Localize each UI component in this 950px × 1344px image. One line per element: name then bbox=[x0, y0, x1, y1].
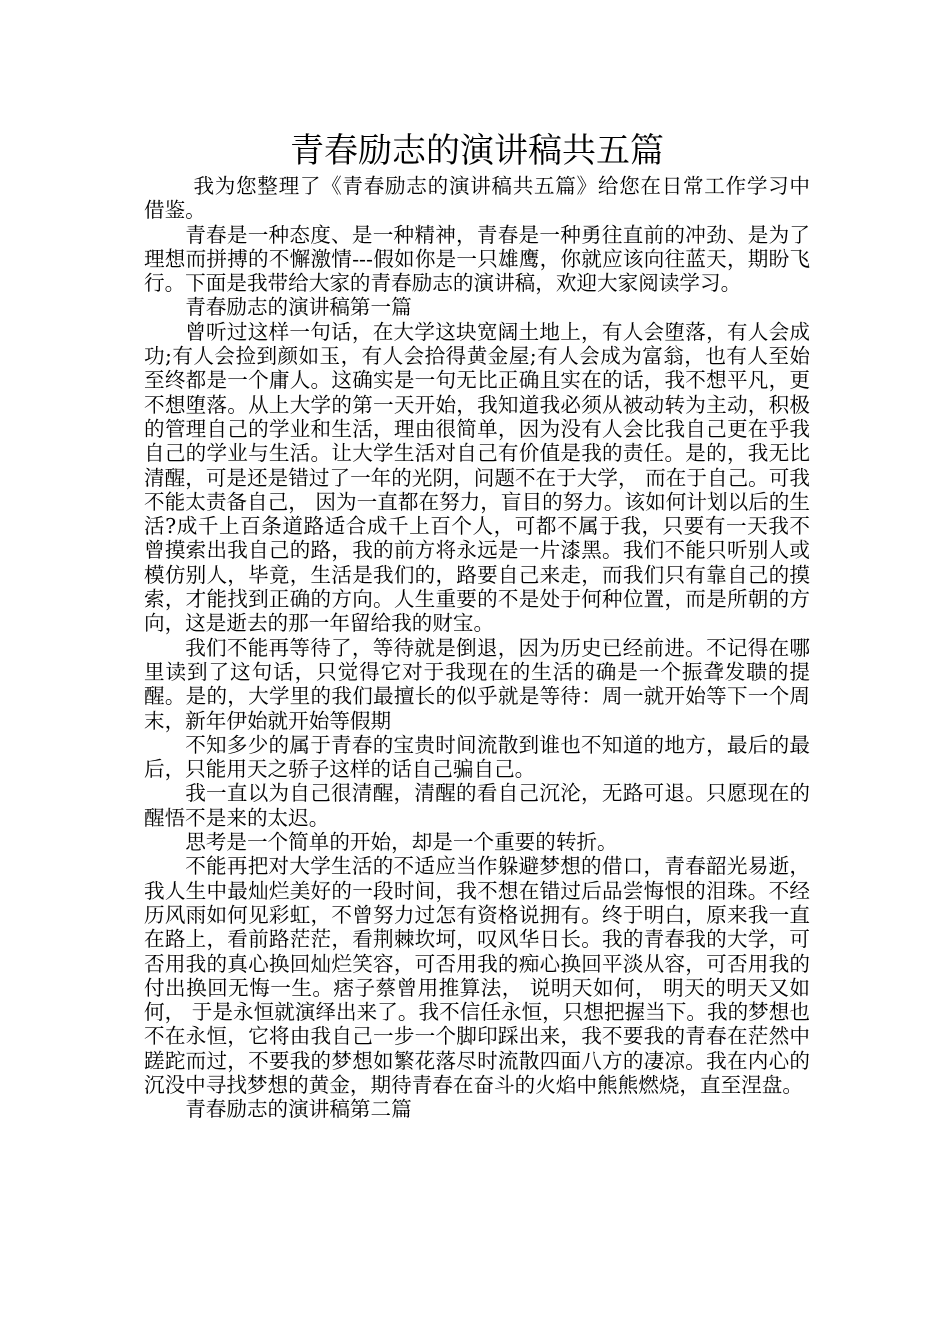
section-heading-2: 青春励志的演讲稿第二篇 bbox=[185, 1097, 412, 1122]
paragraph: 不能再把对大学生活的不适应当作躲避梦想的借口，青春韶光易逝，我人生中最灿烂美好的一段时间，我不想在错过后品尝悔恨的泪珠。不经历风雨如何见彩虹，不曾努力过怎有资格说拥有。终于明白，原来我一直在路上，看前路茫茫，看荆棘坎坷，叹风华日长。我的青春我的大学，可否用我的真心换回灿烂笑容，可否用我的痴心换回平淡从容，可否用我的付出换回无悔一生。痞子蔡曾用推算法， 说明天如何， 明天的明天又如何， 于是永恒就演绎出来了。我不信任永恒，只想把握当下。我的梦想也不在永恒，它将由我自己一步一个脚印踩出来，我不要我的青春在茫然中蹉跎而过，不要我的梦想如繁花落尽时流散四面八方的凄凉。我在内心的沉没中寻找梦想的黄金，期待青春在奋斗的火焰中熊熊燃烧，直至涅盘。 bbox=[144, 854, 810, 1097]
paragraph: 思考是一个简单的开始，却是一个重要的转折。 bbox=[185, 830, 618, 855]
paragraph: 不知多少的属于青春的宝贵时间流散到谁也不知道的地方，最后的最后，只能用天之骄子这样的话自己骗自己。 bbox=[144, 732, 810, 782]
paragraph: 我们不能再等待了，等待就是倒退，因为历史已经前进。不记得在哪里读到了这句话，只觉得它对于我现在的生活的确是一个振聋发聩的提醒。是的，大学里的我们最擅长的似乎就是等待：周一就开始等下一个周末，新年伊始就开始等假期 bbox=[144, 635, 810, 733]
paragraph: 我一直以为自己很清醒，清醒的看自己沉沦，无路可退。只愿现在的醒悟不是来的太迟。 bbox=[144, 781, 810, 830]
paragraph: 青春是一种态度、是一种精神，青春是一种勇往直前的冲劲、是为了理想而拼搏的不懈激情---假如你是一只雄鹰，你就应该向往蓝天，期盼飞行。下面是我带给大家的青春励志的演讲稿，欢迎大家阅读学习。 bbox=[144, 222, 810, 296]
document-title: 青春励志的演讲稿共五篇 bbox=[290, 131, 664, 171]
section-heading-1: 青春励志的演讲稿第一篇 bbox=[185, 295, 412, 320]
paragraph: 曾听过这样一句话，在大学这块宽阔土地上，有人会堕落，有人会成功;有人会捡到颜如玉，有人会拾得黄金屋;有人会成为富翁，也有人至始至终都是一个庸人。这确实是一句无比正确且实在的话，我不想平凡，更不想堕落。从上大学的第一天开始，我知道我必须从被动转为主动，积极的管理自己的学业和生活，理由很简单，因为没有人会比我自己更在乎我自己的学业与生活。让大学生活对自己有价值是我的责任。是的，我无比清醒，可是还是错过了一年的光阴，问题不在于大学， 而在于自己。可我不能太责备自己， 因为一直都在努力，盲目的努力。该如何计划以后的生活?成千上百条道路适合成千上百个人，可都不属于我，只要有一天我不曾摸索出我自己的路，我的前方将永远是一片漆黑。我们不能只听别人或模仿别人，毕竟，生活是我们的，路要自己来走，而我们只有靠自己的摸索，才能找到正确的方向。人生重要的不是处于何种位置，而是所朝的方向，这是逝去的那一年留给我的财宝。 bbox=[144, 319, 810, 636]
paragraph-intro: 我为您整理了《青春励志的演讲稿共五篇》给您在日常工作学习中借鉴。 bbox=[144, 174, 810, 223]
